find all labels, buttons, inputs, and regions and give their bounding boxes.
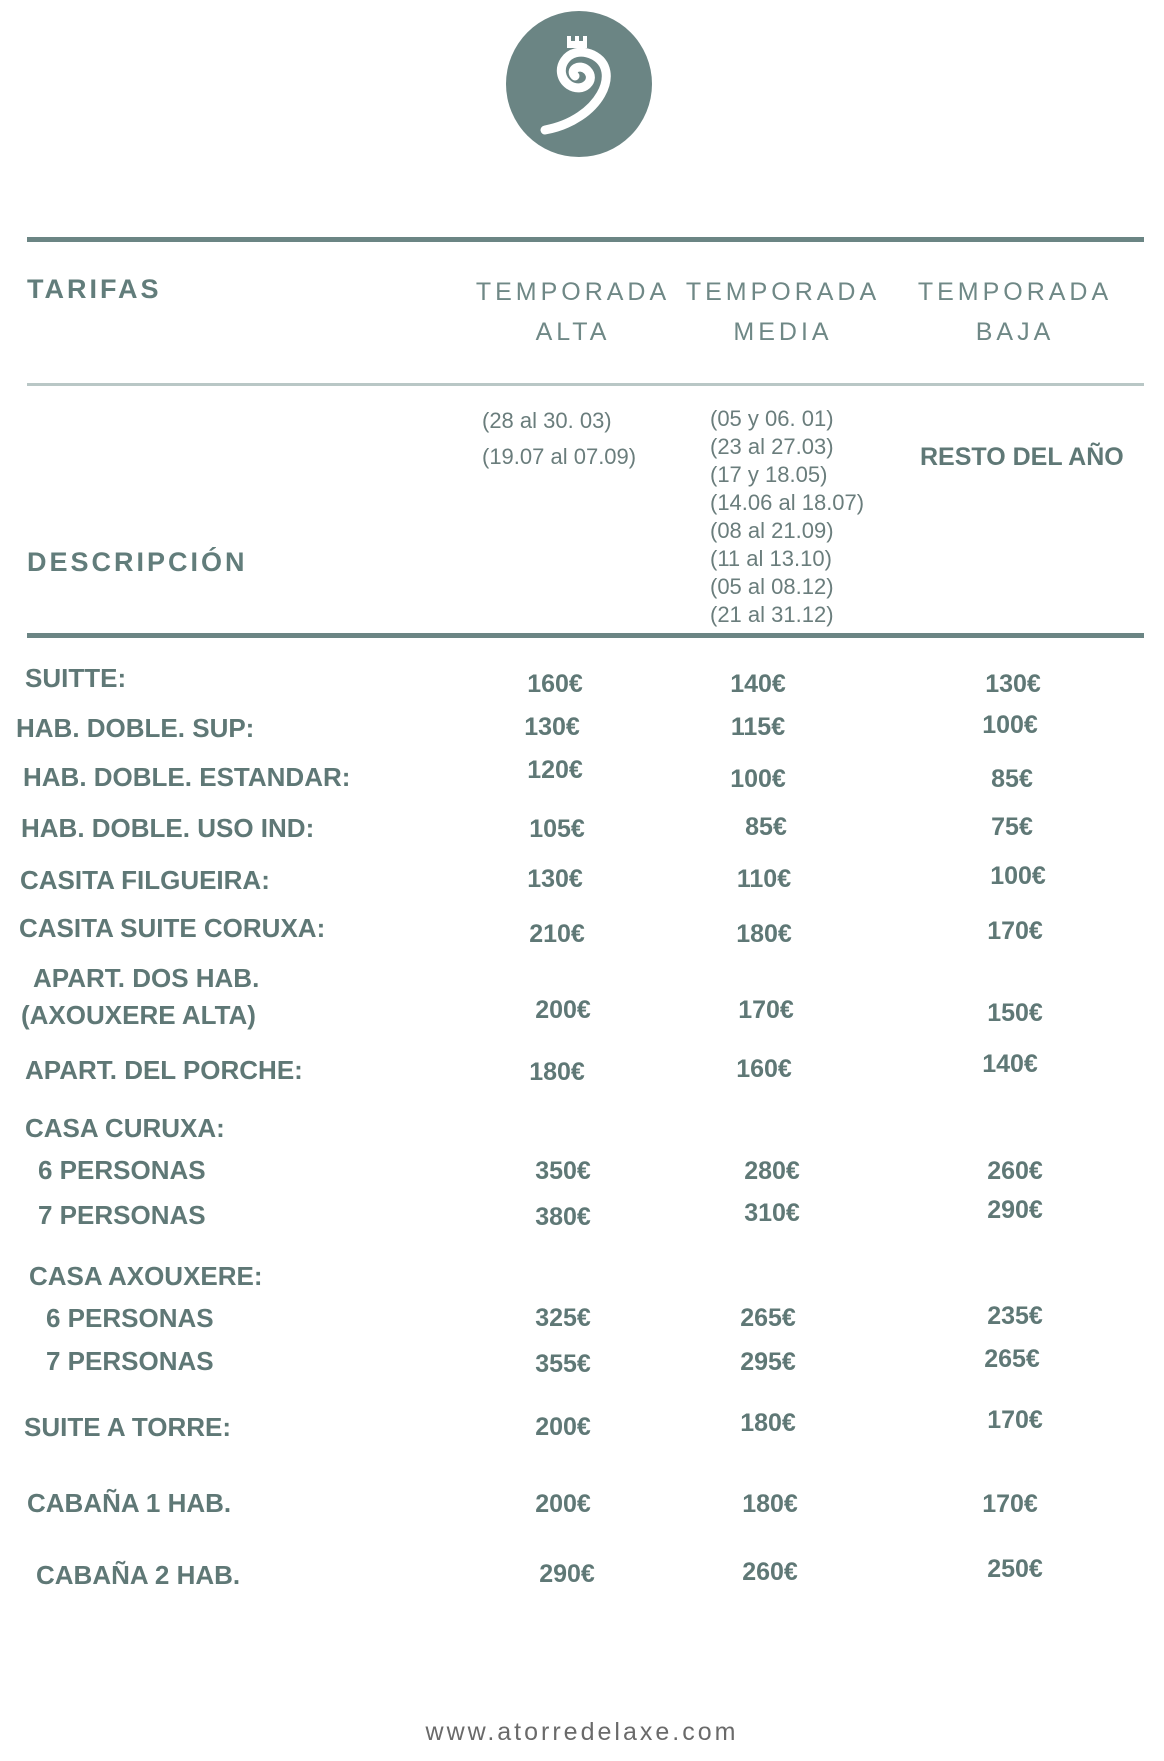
row-label: 7 PERSONAS xyxy=(38,1200,206,1230)
descripcion-heading: DESCRIPCIÓN xyxy=(27,547,248,577)
price-alta: 290€ xyxy=(539,1560,595,1588)
price-alta: 210€ xyxy=(529,920,585,948)
price-baja: 290€ xyxy=(987,1196,1043,1224)
price-media: 180€ xyxy=(742,1490,798,1518)
price-baja: 100€ xyxy=(990,862,1046,890)
season-alta-header: TEMPORADA ALTA xyxy=(475,278,671,346)
price-alta: 180€ xyxy=(529,1058,585,1086)
price-media: 180€ xyxy=(740,1409,796,1437)
price-media: 100€ xyxy=(730,765,786,793)
price-alta: 120€ xyxy=(527,756,583,784)
row-label: APART. DOS HAB. xyxy=(33,963,260,993)
row-label-line2: (AXOUXERE ALTA) xyxy=(21,1000,256,1030)
price-baja: 260€ xyxy=(987,1157,1043,1185)
price-alta: 160€ xyxy=(527,670,583,698)
price-baja: 100€ xyxy=(982,711,1038,739)
price-alta: 325€ xyxy=(535,1304,591,1332)
row-label: 6 PERSONAS xyxy=(46,1303,214,1333)
price-alta: 200€ xyxy=(535,1413,591,1441)
row-label: CASA AXOUXERE: xyxy=(29,1261,263,1291)
row-label: HAB. DOBLE. SUP: xyxy=(16,713,255,743)
price-media: 110€ xyxy=(736,865,792,893)
price-baja: 140€ xyxy=(982,1050,1038,1078)
season-media-header: TEMPORADA MEDIA xyxy=(685,278,881,346)
header-rule xyxy=(27,383,1144,386)
price-alta: 200€ xyxy=(535,1490,591,1518)
row-label: CABAÑA 1 HAB. xyxy=(27,1488,232,1518)
price-alta: 350€ xyxy=(535,1157,591,1185)
price-baja: 235€ xyxy=(987,1302,1043,1330)
price-alta: 380€ xyxy=(535,1203,591,1231)
website-url[interactable]: www.atorredelaxe.com xyxy=(425,1718,739,1746)
price-media: 260€ xyxy=(742,1558,798,1586)
price-alta: 130€ xyxy=(527,865,583,893)
row-label: APART. DEL PORCHE: xyxy=(25,1055,303,1085)
dates-alta: (28 al 30. 03) (19.07 al 07.09) xyxy=(482,408,637,469)
price-media: 180€ xyxy=(736,920,792,948)
price-media: 160€ xyxy=(736,1055,792,1083)
row-label: HAB. DOBLE. USO IND: xyxy=(21,813,315,843)
row-label: 6 PERSONAS xyxy=(38,1155,206,1185)
row-label: 7 PERSONAS xyxy=(46,1346,214,1376)
price-alta: 105€ xyxy=(529,815,585,843)
table-rule xyxy=(27,633,1144,638)
row-label: HAB. DOBLE. ESTANDAR: xyxy=(23,762,351,792)
price-media: 265€ xyxy=(740,1304,796,1332)
price-media: 85€ xyxy=(745,813,787,841)
price-media: 310€ xyxy=(744,1199,800,1227)
row-label: SUITTE: xyxy=(25,663,127,693)
price-baja: 130€ xyxy=(985,670,1041,698)
price-media: 295€ xyxy=(740,1348,796,1376)
price-baja: 250€ xyxy=(987,1555,1043,1583)
price-alta: 130€ xyxy=(524,713,580,741)
season-baja-header: TEMPORADA BAJA xyxy=(917,278,1113,346)
price-alta: 355€ xyxy=(535,1350,591,1378)
price-alta: 200€ xyxy=(535,996,591,1024)
top-rule xyxy=(27,237,1144,242)
row-label: CASITA SUITE CORUXA: xyxy=(19,913,326,943)
price-media: 115€ xyxy=(730,713,786,741)
row-label: CASA CURUXA: xyxy=(25,1113,225,1143)
price-media: 140€ xyxy=(730,670,786,698)
row-label: SUITE A TORRE: xyxy=(24,1412,232,1442)
dates-media: (05 y 06. 01) (23 al 27.03) (17 y 18.05) (14.06 al 18.07) (08 al 21.09) (11 al 13.10) (05 al 08.12) (21 al 31.12) xyxy=(710,406,865,627)
price-media: 170€ xyxy=(738,996,794,1024)
price-baja: 75€ xyxy=(991,813,1033,841)
row-label: CASITA FILGUEIRA: xyxy=(20,865,270,895)
logo-icon xyxy=(505,10,653,158)
row-label: CABAÑA 2 HAB. xyxy=(36,1560,241,1590)
price-baja: 150€ xyxy=(987,999,1043,1027)
price-baja: 170€ xyxy=(987,917,1043,945)
price-media: 280€ xyxy=(744,1157,800,1185)
price-baja: 170€ xyxy=(987,1406,1043,1434)
price-baja: 265€ xyxy=(984,1345,1040,1373)
price-baja: 170€ xyxy=(982,1490,1038,1518)
tarifas-heading: TARIFAS xyxy=(27,274,162,304)
price-baja: 85€ xyxy=(991,765,1033,793)
dates-baja: RESTO DEL AÑO xyxy=(920,443,1124,471)
